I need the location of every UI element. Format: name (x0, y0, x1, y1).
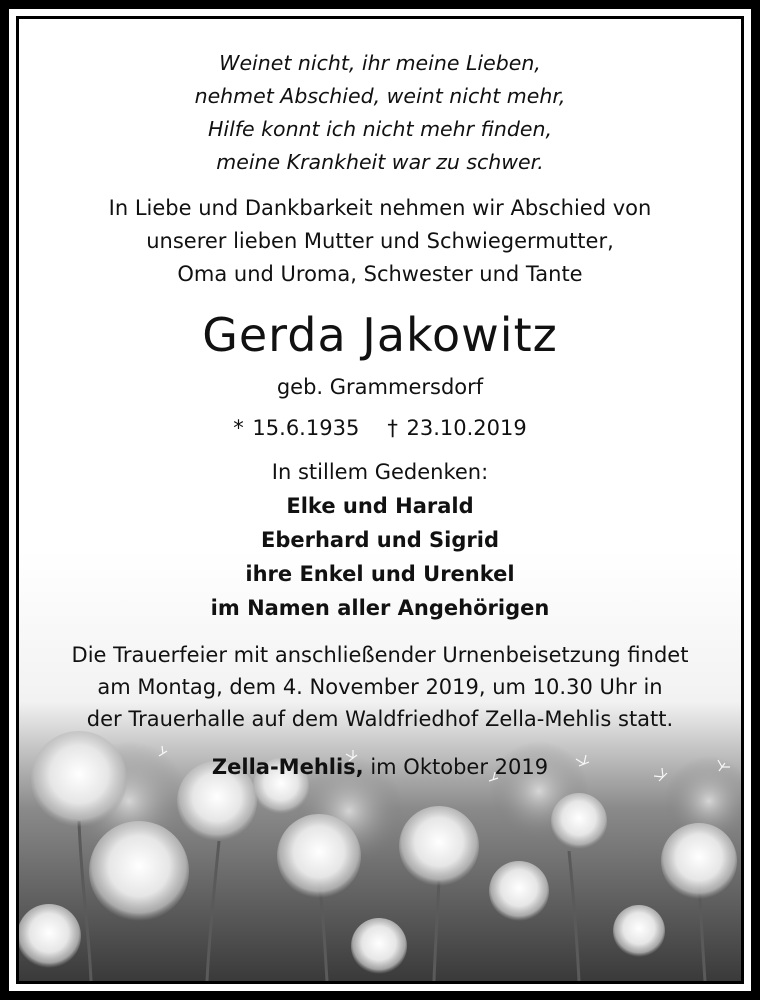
mourner: ihre Enkel und Urenkel (245, 562, 515, 586)
obituary-inner-border (16, 16, 744, 984)
ceremony-info (19, 639, 741, 735)
verse-line: nehmet Abschied, weint nicht mehr, (194, 84, 566, 108)
death-date: † 23.10.2019 (387, 416, 527, 440)
ceremony-line: am Montag, dem 4. November 2019, um 10.30 Uhr in (97, 675, 663, 699)
intro-line: Oma und Uroma, Schwester und Tante (177, 262, 583, 286)
obituary-text (19, 19, 741, 784)
place-city: Zella-Mehlis, (211, 755, 364, 779)
place-and-date (19, 751, 741, 784)
birth-date: * 15.6.1935 (233, 416, 360, 440)
verse-line: Weinet nicht, ihr meine Lieben, (219, 51, 541, 75)
intro-line: unserer lieben Mutter und Schwiegermutter, (146, 229, 614, 253)
mourners-list (19, 489, 741, 625)
intro-line: In Liebe und Dankbarkeit nehmen wir Abschied von (108, 196, 652, 220)
verse-line: meine Krankheit war zu schwer. (216, 150, 544, 174)
life-dates (19, 412, 741, 445)
place-date: im Oktober 2019 (370, 755, 549, 779)
mourner: Eberhard und Sigrid (261, 528, 499, 552)
ceremony-line: der Trauerhalle auf dem Waldfriedhof Zella-Mehlis statt. (86, 707, 674, 731)
mourner: Elke und Harald (286, 494, 474, 518)
farewell-intro (19, 192, 741, 291)
mourner: im Namen aller Angehörigen (210, 596, 550, 620)
memorial-verse (19, 47, 741, 179)
ceremony-line: Die Trauerfeier mit anschließender Urnenbeisetzung findet (71, 643, 689, 667)
memory-heading: In stillem Gedenken: (271, 460, 489, 484)
deceased-name: Gerda Jakowitz (202, 308, 558, 362)
verse-line: Hilfe konnt ich nicht mehr finden, (208, 117, 552, 141)
birth-name: geb. Grammersdorf (276, 375, 484, 399)
